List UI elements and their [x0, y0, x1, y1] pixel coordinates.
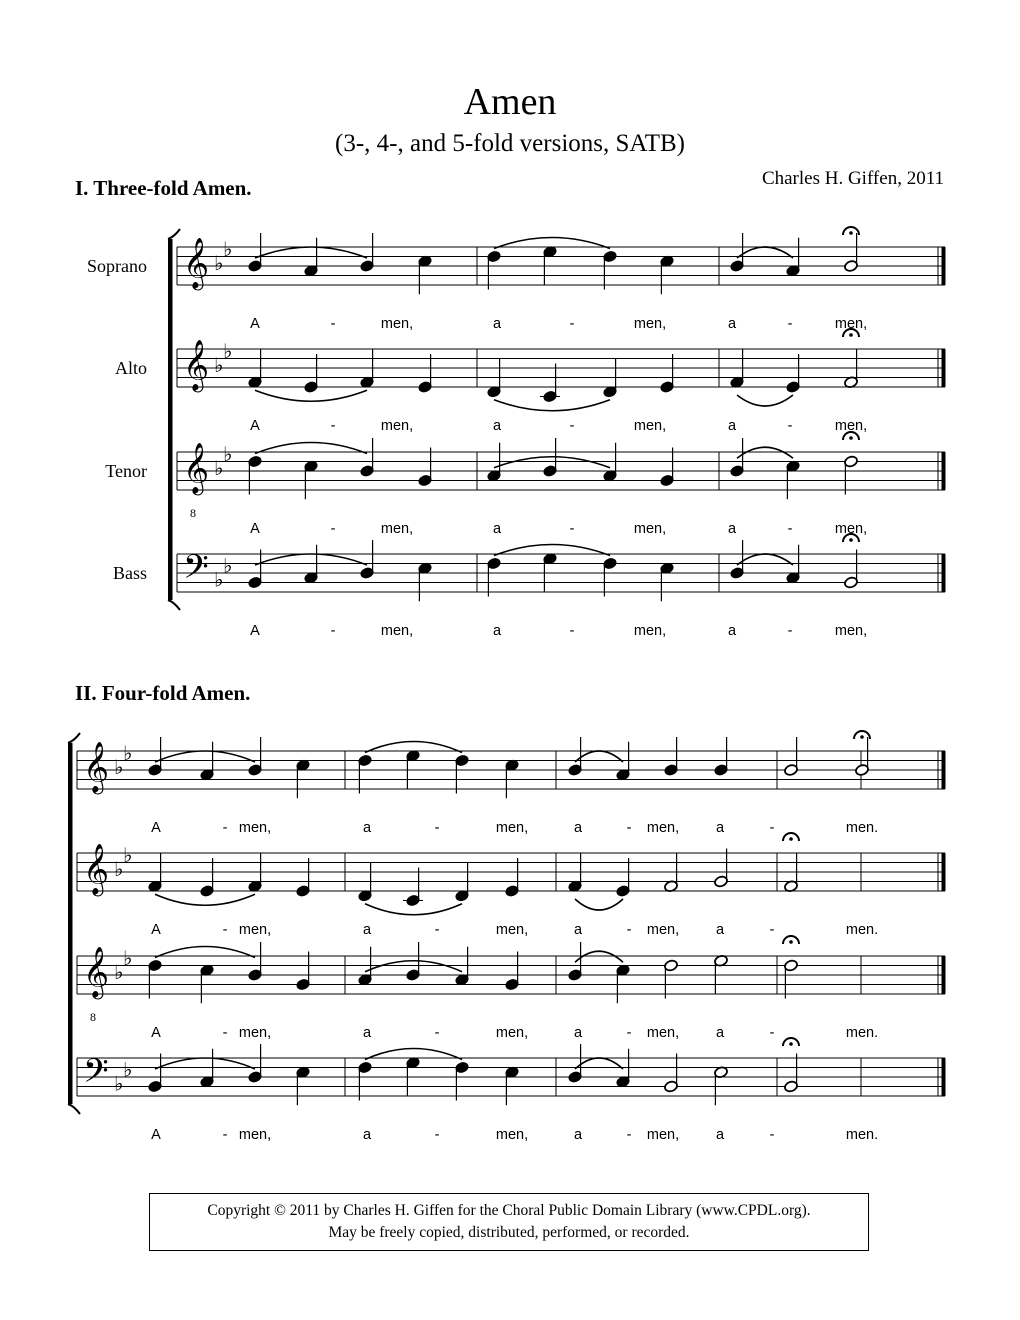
lyric-syllable: men, [633, 316, 667, 332]
flat-icon: ♭ [223, 236, 233, 261]
lyric-syllable: men. [845, 922, 879, 938]
lyric-syllable: men, [646, 922, 680, 938]
lyric-syllable: - [569, 418, 575, 434]
slur [737, 447, 793, 458]
lyric-syllable: men, [238, 1025, 272, 1041]
final-barline-thick [942, 956, 946, 994]
lyric-syllable: men, [495, 820, 529, 836]
system-bracket [68, 743, 73, 1104]
lyric-syllable: men, [495, 922, 529, 938]
lyric-syllable: a [715, 1127, 725, 1143]
lyric-syllable: men, [633, 623, 667, 639]
lyric-syllable: a [727, 316, 737, 332]
fermata-dot [849, 538, 853, 542]
lyric-syllable: - [434, 922, 440, 938]
lyric-syllable: A [250, 623, 260, 639]
lyric-syllable: A [151, 922, 161, 938]
lyric-syllable: men, [238, 1127, 272, 1143]
lyric-syllable: - [434, 1025, 440, 1041]
lyric-syllable: a [715, 820, 725, 836]
lyric-syllable: men, [238, 820, 272, 836]
flat-icon: ♭ [123, 740, 133, 765]
treble-clef-icon: 𝄞 [183, 442, 210, 494]
final-barline-thick [942, 751, 946, 789]
staff-4 [113, 534, 946, 639]
final-barline-thick [942, 853, 946, 891]
flat-icon: ♭ [214, 251, 224, 275]
lyric-syllable: - [787, 623, 793, 639]
lyric-syllable: - [626, 820, 632, 836]
lyric-syllable: a [573, 1025, 583, 1041]
flat-icon: ♭ [114, 960, 124, 984]
lyric-syllable: - [330, 623, 336, 639]
lyric-syllable: A [250, 418, 260, 434]
lyric-syllable: men. [845, 820, 879, 836]
flat-icon: ♭ [223, 338, 233, 363]
flat-icon: ♭ [214, 456, 224, 480]
treble-clef-icon: 𝄞 [183, 339, 210, 391]
bass-clef-icon: 𝄢 [183, 548, 209, 595]
flat-icon: ♭ [123, 1057, 133, 1082]
copyright-line-2: May be freely copied, distributed, performed, or recorded. [328, 1224, 690, 1241]
lyric-syllable: - [769, 922, 775, 938]
page-title: Amen [463, 81, 557, 123]
flat-icon: ♭ [114, 857, 124, 881]
bass-clef-icon: 𝄢 [83, 1052, 109, 1099]
lyric-syllable: - [787, 316, 793, 332]
voice-label: Tenor [105, 461, 147, 481]
lyric-syllable: A [151, 1127, 161, 1143]
fermata-dot [849, 231, 853, 235]
lyric-syllable: a [362, 922, 372, 938]
lyric-syllable: a [492, 316, 502, 332]
lyric-syllable: - [330, 316, 336, 332]
staff-1 [87, 227, 946, 332]
lyric-syllable: men, [495, 1025, 529, 1041]
lyric-syllable: - [769, 1127, 775, 1143]
fermata-dot [849, 436, 853, 440]
lyric-syllable: a [727, 623, 737, 639]
voice-label: Alto [114, 358, 147, 378]
copyright-box [149, 1193, 869, 1251]
lyric-syllable: - [569, 521, 575, 537]
slur [737, 395, 793, 406]
final-barline-thick [942, 247, 946, 285]
lyric-syllable: - [769, 1025, 775, 1041]
lyric-syllable: - [626, 1127, 632, 1143]
lyric-syllable: A [250, 521, 260, 537]
lyric-syllable: men, [238, 922, 272, 938]
lyric-syllable: - [330, 521, 336, 537]
lyric-syllable: - [434, 1127, 440, 1143]
lyric-syllable: - [626, 1025, 632, 1041]
section-title-four-fold: II. Four-fold Amen. [75, 681, 251, 705]
lyric-syllable: - [626, 922, 632, 938]
flat-icon: ♭ [123, 842, 133, 867]
fermata-dot [849, 333, 853, 337]
fermata-dot [789, 1042, 793, 1046]
lyric-syllable: men, [834, 623, 868, 639]
lyric-syllable: A [151, 1025, 161, 1041]
fermata-dot [860, 735, 864, 739]
lyric-syllable: - [222, 1025, 228, 1041]
slur [494, 400, 610, 411]
lyric-syllable: - [222, 820, 228, 836]
lyric-syllable: men, [646, 1127, 680, 1143]
slur [575, 951, 623, 962]
lyric-syllable: a [362, 820, 372, 836]
page-subtitle: (3-, 4-, and 5-fold versions, SATB) [335, 130, 685, 157]
slur [575, 899, 623, 910]
lyric-syllable: a [492, 623, 502, 639]
staff-3 [77, 936, 946, 1041]
flat-icon: ♭ [223, 441, 233, 466]
lyric-syllable: a [727, 521, 737, 537]
lyric-syllable: - [769, 820, 775, 836]
treble-clef-icon: 𝄞 [183, 237, 210, 289]
lyric-syllable: a [727, 418, 737, 434]
treble-clef-icon: 𝄞 [83, 946, 110, 998]
lyric-syllable: men, [646, 1025, 680, 1041]
lyric-syllable: men, [380, 316, 414, 332]
staff-4 [77, 1038, 946, 1143]
bracket-top-hook [168, 229, 180, 239]
lyric-syllable: a [715, 922, 725, 938]
lyric-syllable: - [569, 316, 575, 332]
lyric-syllable: - [330, 418, 336, 434]
lyric-syllable: men. [845, 1127, 879, 1143]
copyright-line-1: Copyright © 2011 by Charles H. Giffen for the Choral Public Domain Library (www.CPDL.org). [207, 1202, 811, 1219]
fermata-dot [789, 940, 793, 944]
staff-2 [115, 329, 946, 434]
bracket-top-hook [68, 733, 80, 743]
lyric-syllable: - [222, 1127, 228, 1143]
lyric-syllable: a [715, 1025, 725, 1041]
treble-clef-icon: 𝄞 [83, 843, 110, 895]
lyric-syllable: men, [646, 820, 680, 836]
lyric-syllable: men, [633, 418, 667, 434]
lyric-syllable: men, [380, 623, 414, 639]
bracket-bottom-hook [168, 600, 180, 610]
lyric-syllable: a [492, 418, 502, 434]
voice-label: Soprano [87, 256, 147, 276]
lyric-syllable: a [362, 1127, 372, 1143]
final-barline-thick [942, 452, 946, 490]
lyric-syllable: men, [834, 521, 868, 537]
system-bracket [168, 239, 173, 600]
lyric-syllable: a [573, 1127, 583, 1143]
flat-icon: ♭ [214, 353, 224, 377]
flat-icon: ♭ [123, 945, 133, 970]
staff-3 [105, 432, 945, 537]
lyric-syllable: men, [834, 418, 868, 434]
final-barline-thick [942, 349, 946, 387]
flat-icon: ♭ [114, 1071, 124, 1096]
lyric-syllable: - [222, 922, 228, 938]
lyric-syllable: men. [845, 1025, 879, 1041]
lyric-syllable: men, [380, 418, 414, 434]
treble-clef-icon: 𝄞 [83, 741, 110, 793]
lyric-syllable: men, [380, 521, 414, 537]
lyric-syllable: A [151, 820, 161, 836]
lyric-syllable: - [787, 418, 793, 434]
lyric-syllable: - [434, 820, 440, 836]
lyric-syllable: a [362, 1025, 372, 1041]
final-barline-thick [942, 1058, 946, 1096]
lyric-syllable: men, [495, 1127, 529, 1143]
lyric-syllable: men, [633, 521, 667, 537]
flat-icon: ♭ [223, 553, 233, 578]
final-barline-thick [942, 554, 946, 592]
bracket-bottom-hook [68, 1104, 80, 1114]
lyric-syllable: a [573, 820, 583, 836]
lyric-syllable: - [569, 623, 575, 639]
lyric-syllable: - [787, 521, 793, 537]
composer-credit: Charles H. Giffen, 2011 [761, 168, 944, 189]
section-2-system [68, 731, 946, 1143]
voice-label: Bass [112, 563, 147, 583]
fermata-dot [789, 837, 793, 841]
staff-1 [77, 731, 946, 836]
octave-eight-icon: 8 [190, 506, 196, 520]
octave-eight-icon: 8 [90, 1010, 96, 1024]
lyric-syllable: A [250, 316, 260, 332]
flat-icon: ♭ [114, 755, 124, 779]
lyric-syllable: men, [834, 316, 868, 332]
lyric-syllable: a [573, 922, 583, 938]
lyric-syllable: a [492, 521, 502, 537]
staff-2 [77, 833, 946, 938]
section-1-system [87, 227, 946, 639]
flat-icon: ♭ [214, 567, 224, 592]
section-title-three-fold: I. Three-fold Amen. [75, 176, 252, 200]
